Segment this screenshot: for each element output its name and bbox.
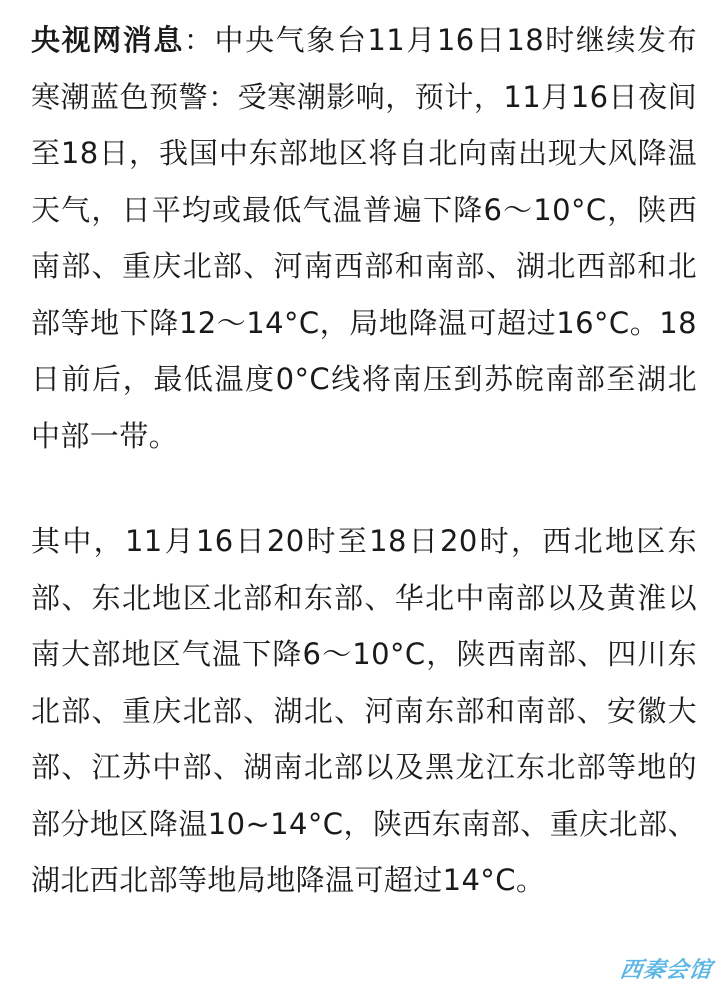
article-body bbox=[31, 12, 697, 909]
watermark-logo: 西秦会馆 bbox=[618, 958, 714, 983]
paragraph-2 bbox=[31, 513, 697, 909]
paragraph-1 bbox=[31, 12, 697, 464]
news-source-label: 央视网消息 bbox=[31, 23, 184, 57]
paragraph-2-text: 其中，11月16日20时至18日20时，西北地区东部、东北地区北部和东部、华北中南部以及黄淮以南大部地区气温下降6～10°C，陕西南部、四川东北部、重庆北部、湖北、河南东部和南部、安徽大部、江苏中部、湖南北部以及黑龙江东北部等地的部分地区降温10~14°C，陕西东南部、重庆北部、湖北西北部等地局地降温可超过14°C。 bbox=[31, 524, 697, 897]
paragraph-1-text: ：中央气象台11月16日18时继续发布寒潮蓝色预警：受寒潮影响，预计，11月16日夜间至18日，我国中东部地区将自北向南出现大风降温天气，日平均或最低气温普遍下降6～10°C，陕西南部、重庆北部、河南西部和南部、湖北西部和北部等地下降12～14°C，局地降温可超过16°C。18日前后，最低温度0°C线将南压到苏皖南部至湖北中部一带。 bbox=[31, 23, 697, 453]
